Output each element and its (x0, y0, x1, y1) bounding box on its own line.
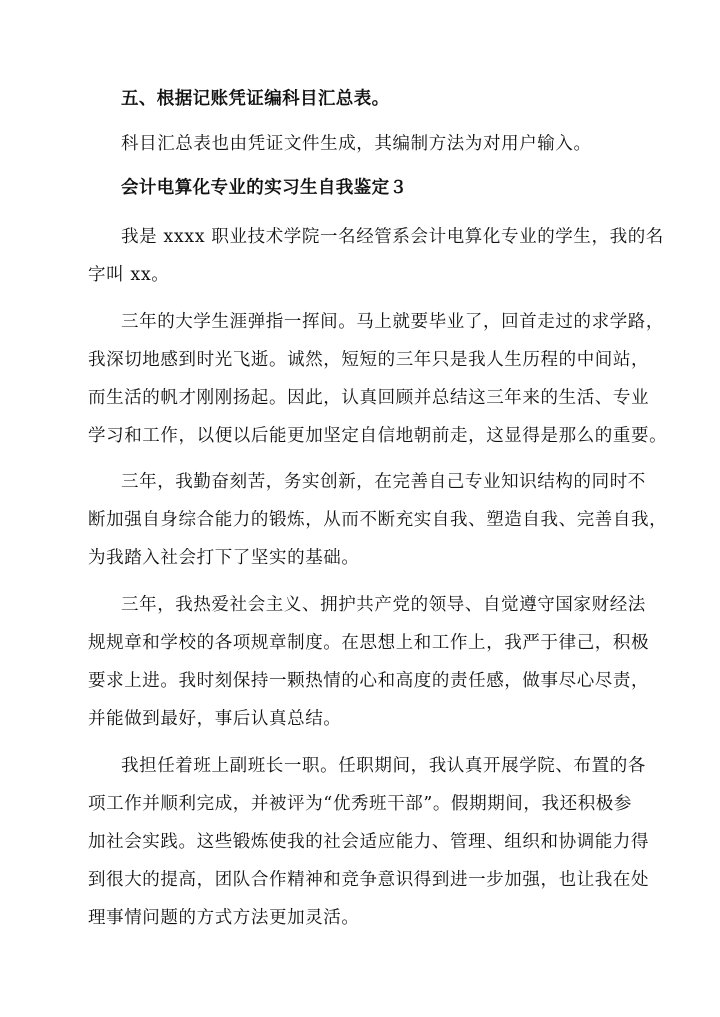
paragraph-3-line-2: 断加强自身综合能力的锻炼，从而不断充实自我、塑造自我、完善自我， (88, 510, 668, 530)
paragraph-5-line-3: 加社会实践。这些锻炼使我的社会适应能力、管理、组织和协调能力得 (88, 832, 650, 852)
paragraph-4-line-3: 要求上进。我时刻保持一颗热情的心和高度的责任感，做事尽心尽责， (88, 671, 650, 691)
section-heading: 五、根据记账凭证编科目汇总表。 (121, 89, 390, 109)
paragraph-2-line-1: 三年的大学生涯弹指一挥间。马上就要毕业了，回首走过的求学路， (121, 312, 664, 332)
section-text: 科目汇总表也由凭证文件生成，其编制方法为对用户输入。 (121, 134, 592, 154)
paragraph-5-line-1: 我担任着班上副班长一职。任职期间，我认真开展学院、布置的各 (121, 756, 646, 776)
paragraph-2-line-2: 我深切地感到时光飞逝。诚然，短短的三年只是我人生历程的中间站， (88, 350, 650, 370)
paragraph-3-line-1: 三年，我勤奋刻苦，务实创新，在完善自己专业知识结构的同时不 (121, 472, 646, 492)
paragraph-4-line-4: 并能做到最好，事后认真总结。 (88, 709, 342, 729)
paragraph-3-line-3: 为我踏入社会打下了坚实的基础。 (88, 548, 360, 568)
paragraph-1-line-2: 字叫 xx。 (88, 265, 170, 285)
paragraph-5-line-5: 理事情问题的方式方法更加灵活。 (88, 908, 360, 928)
paragraph-5-line-4: 到很大的提高，团队合作精神和竞争意识得到进一步加强，也让我在处 (88, 870, 650, 890)
paragraph-1-line-1: 我是 xxxx 职业技术学院一名经管系会计电算化专业的学生，我的名 (121, 227, 664, 247)
paragraph-5-line-2: 项工作并顺利完成，并被评为“优秀班干部”。假期期间，我还积极参 (88, 794, 632, 814)
essay-title: 会计电算化专业的实习生自我鉴定３ (121, 178, 408, 198)
paragraph-4-line-1: 三年，我热爱社会主义、拥护共产党的领导、自觉遵守国家财经法 (121, 595, 646, 615)
paragraph-2-line-4: 学习和工作，以便以后能更加坚定自信地朝前走，这显得是那么的重要。 (88, 426, 668, 446)
paragraph-4-line-2: 规规章和学校的各项规章制度。在思想上和工作上，我严于律己，积极 (88, 633, 650, 653)
paragraph-2-line-3: 而生活的帆才刚刚扬起。因此，认真回顾并总结这三年来的生活、专业 (88, 388, 650, 408)
